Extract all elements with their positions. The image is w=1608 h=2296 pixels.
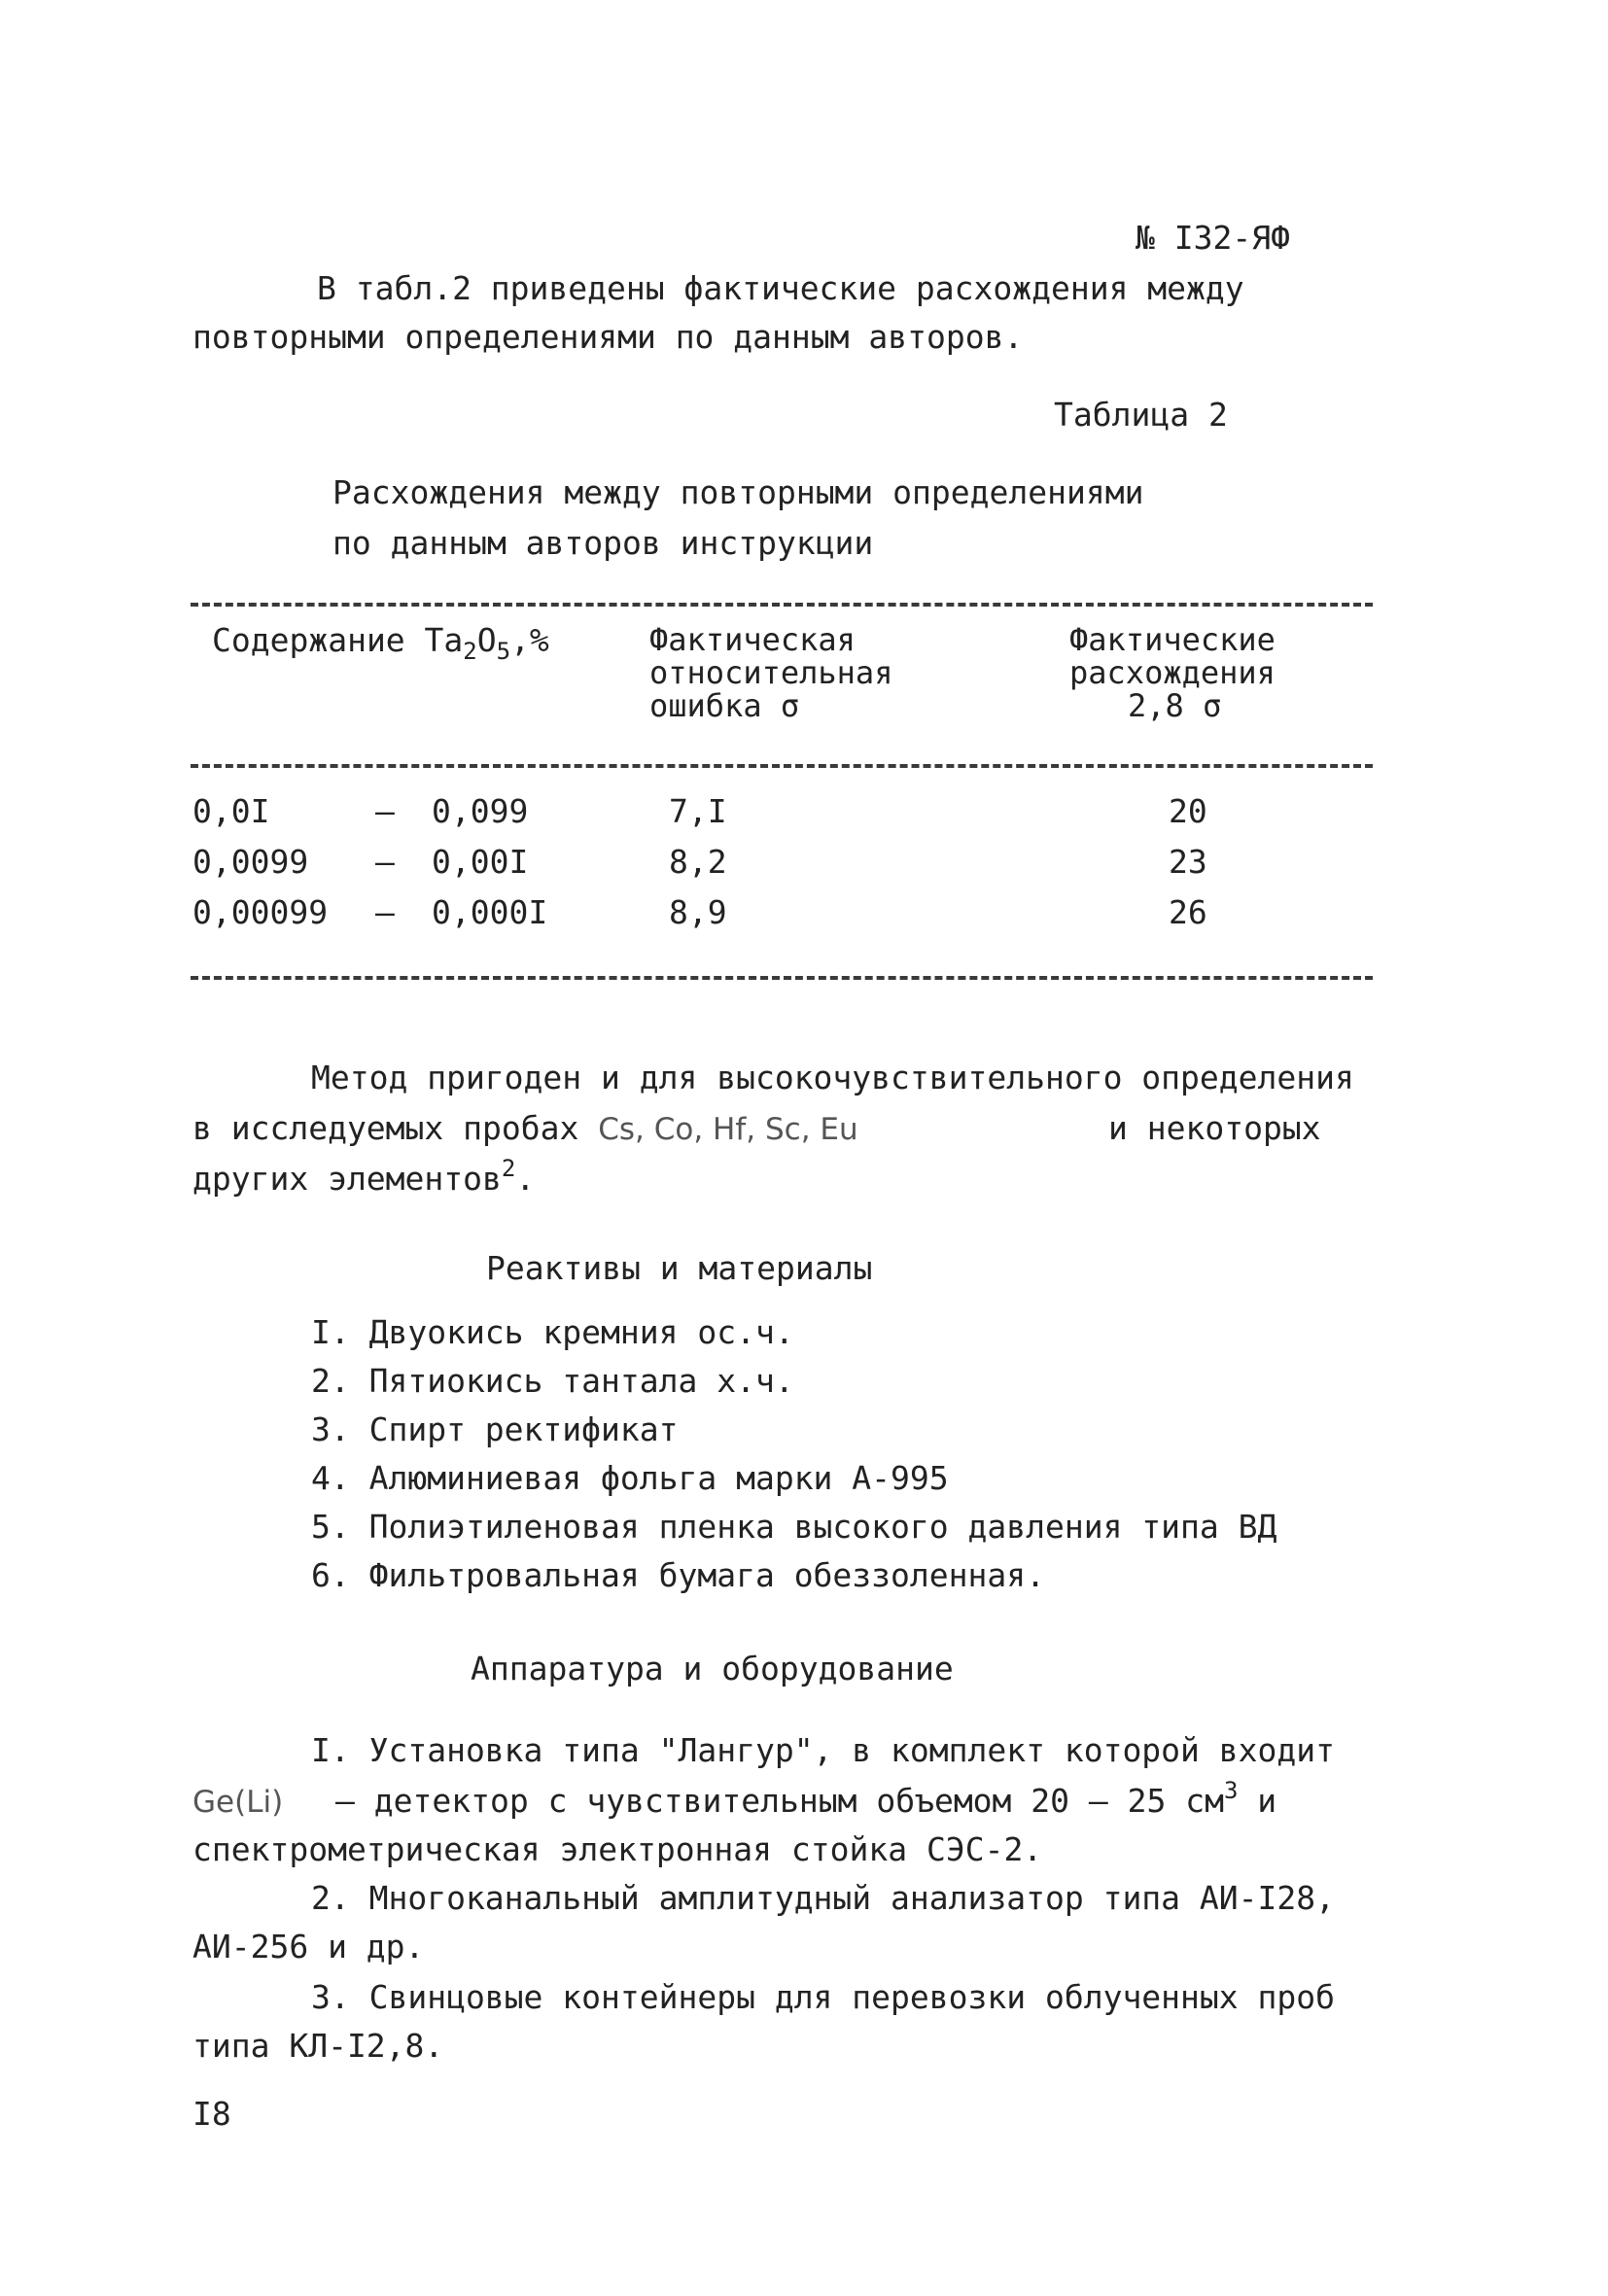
table-title-line-1: Расхождения между повторными определениями bbox=[332, 473, 1144, 511]
header-content bbox=[212, 621, 549, 665]
header-diff-line-2: расхождения bbox=[1069, 654, 1276, 691]
row-2-from: 0,0099 bbox=[192, 843, 309, 881]
intro-line-2: повторными определениями по данным авторов. bbox=[192, 318, 1024, 356]
row-2-error: 8,2 bbox=[669, 843, 727, 881]
list-item: I. Двуокись кремния ос.ч. bbox=[311, 1313, 794, 1351]
table-header-rule bbox=[191, 764, 1373, 768]
list-item: 5. Полиэтиленовая пленка высокого давления типа ВД bbox=[311, 1508, 1277, 1546]
method-line-1: Метод пригоден и для высокочувствительного определения bbox=[311, 1059, 1354, 1096]
header-diff-line-3: 2,8 σ bbox=[1128, 687, 1222, 724]
header-content-o: O bbox=[476, 621, 497, 659]
equipment-item-2-line-1: 2. Многоканальный амплитудный анализатор типа АИ-I28, bbox=[311, 1879, 1335, 1917]
equipment-item-2-line-2: АИ-256 и др. bbox=[192, 1928, 425, 1966]
table-top-rule bbox=[191, 603, 1373, 607]
header-content-prefix: Содержание Ta bbox=[212, 621, 464, 659]
table-label: Таблица 2 bbox=[1054, 396, 1228, 434]
equipment-item-1-sup: 3 bbox=[1223, 1777, 1239, 1804]
row-2-dash: – bbox=[375, 843, 395, 881]
header-error-line-2: относительная bbox=[649, 654, 893, 691]
table-bottom-rule bbox=[191, 976, 1373, 980]
document-number: № I32-ЯФ bbox=[1136, 219, 1290, 257]
row-3-error: 8,9 bbox=[669, 893, 727, 931]
row-1-to: 0,099 bbox=[432, 792, 529, 830]
row-1-error: 7,I bbox=[669, 792, 727, 830]
row-2-to: 0,00I bbox=[432, 843, 529, 881]
row-3-dash: – bbox=[375, 893, 395, 931]
row-1-from: 0,0I bbox=[192, 792, 270, 830]
method-line-3 bbox=[192, 1155, 536, 1198]
equipment-item-1-line-3: спектрометрическая электронная стойка СЭС-2. bbox=[192, 1830, 1043, 1868]
row-1-diff: 20 bbox=[1169, 792, 1207, 830]
table-title-line-2: по данным авторов инструкции bbox=[332, 524, 874, 562]
header-error-line-3: ошибка σ bbox=[649, 687, 800, 724]
row-2-diff: 23 bbox=[1169, 843, 1207, 881]
handwritten-elements: Cs, Co, Hf, Sc, Eu bbox=[598, 1112, 858, 1147]
header-content-suffix: ,% bbox=[510, 621, 549, 659]
header-content-sub-5: 5 bbox=[496, 638, 511, 665]
list-item: 6. Фильтровальная бумага обеззоленная. bbox=[311, 1556, 1045, 1594]
equipment-item-1-line-2-end: и bbox=[1238, 1782, 1277, 1820]
header-content-sub-2: 2 bbox=[463, 638, 477, 665]
intro-line-1: В табл.2 приведены фактические расхождения между bbox=[317, 269, 1244, 307]
method-line-2-prefix: в исследуемых пробах bbox=[192, 1109, 579, 1147]
method-line-3-text: других элементов bbox=[192, 1160, 502, 1198]
method-line-3-end: . bbox=[515, 1160, 536, 1198]
header-diff-line-1: Фактические bbox=[1069, 621, 1276, 658]
row-3-diff: 26 bbox=[1169, 893, 1207, 931]
equipment-item-1-line-2 bbox=[192, 1777, 1277, 1820]
handwritten-detector: Ge(Li) bbox=[192, 1785, 284, 1820]
method-line-3-sup: 2 bbox=[501, 1155, 516, 1182]
header-error-line-1: Фактическая bbox=[649, 621, 856, 658]
equipment-item-1-line-1: I. Установка типа "Лангур", в комплект которой входит bbox=[311, 1731, 1335, 1769]
list-item: 3. Спирт ректификат bbox=[311, 1410, 679, 1448]
list-item: 4. Алюминиевая фольга марки А-995 bbox=[311, 1459, 949, 1497]
list-item: 2. Пятиокись тантала х.ч. bbox=[311, 1362, 794, 1400]
equipment-item-3-line-2: типа КЛ-I2,8. bbox=[192, 2027, 444, 2065]
row-1-dash: – bbox=[375, 792, 395, 830]
equipment-item-3-line-1: 3. Свинцовые контейнеры для перевозки облученных проб bbox=[311, 1978, 1335, 2016]
row-3-from: 0,00099 bbox=[192, 893, 329, 931]
equipment-heading: Аппаратура и оборудование bbox=[471, 1650, 954, 1687]
equipment-item-1-line-2-text: – детектор с чувствительным объемом 20 – 25 см bbox=[335, 1782, 1224, 1820]
reagents-heading: Реактивы и материалы bbox=[486, 1249, 873, 1287]
row-3-to: 0,000I bbox=[432, 893, 548, 931]
method-line-2-suffix: и некоторых bbox=[1108, 1109, 1321, 1147]
page-number: I8 bbox=[192, 2095, 231, 2133]
method-line-2 bbox=[192, 1109, 858, 1147]
